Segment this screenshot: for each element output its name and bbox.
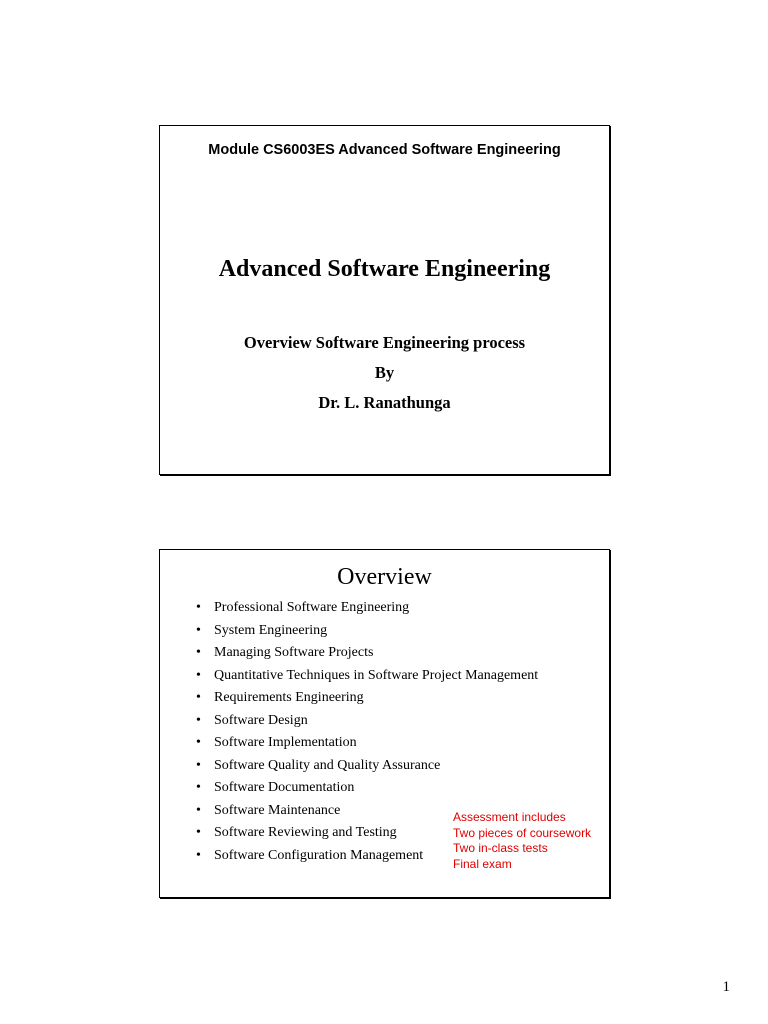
- list-item-text: Professional Software Engineering: [214, 600, 410, 615]
- list-item-text: Software Maintenance: [214, 802, 341, 818]
- bullet-icon: •: [196, 600, 201, 615]
- bullet-icon: •: [196, 847, 201, 863]
- title-slide: [159, 125, 610, 475]
- list-item-text: Quantitative Techniques in Software Project Management: [214, 667, 539, 683]
- bullet-icon: •: [196, 690, 201, 705]
- subtitle-line: Dr. L. Ranathunga: [318, 393, 451, 412]
- list-item: [196, 597, 538, 620]
- list-item: [196, 732, 538, 755]
- assessment-line: Two in-class tests: [453, 841, 548, 855]
- list-item: [196, 710, 538, 733]
- bullet-icon: •: [196, 735, 201, 750]
- list-item-text: Software Implementation: [214, 735, 357, 750]
- list-item-text: Software Configuration Management: [214, 847, 424, 863]
- list-item-text: Software Reviewing and Testing: [214, 825, 397, 840]
- list-item-text: Software Design: [214, 712, 308, 728]
- list-item-text: Requirements Engineering: [214, 690, 364, 705]
- bullet-icon: •: [196, 712, 201, 728]
- list-item-text: Software Documentation: [214, 780, 355, 795]
- bullet-icon: •: [196, 645, 201, 660]
- bullet-icon: •: [196, 780, 201, 795]
- list-item: [196, 642, 538, 665]
- assessment-line: Assessment includes: [453, 810, 566, 824]
- subtitle-line: By: [374, 363, 395, 382]
- list-item: [196, 755, 538, 778]
- list-item-text: Software Quality and Quality Assurance: [214, 757, 441, 773]
- assessment-line: Two pieces of coursework: [453, 825, 592, 840]
- module-heading: Module CS6003ES Advanced Software Engineering: [208, 142, 561, 158]
- subtitle-block: [160, 328, 609, 418]
- list-item: [196, 777, 538, 800]
- page-number: 1: [722, 979, 730, 995]
- list-item-text: System Engineering: [214, 622, 328, 638]
- list-item: [196, 687, 538, 710]
- slide-title: Advanced Software Engineering: [218, 256, 551, 282]
- list-item-text: Managing Software Projects: [214, 645, 374, 660]
- bullet-icon: •: [196, 622, 201, 638]
- overview-slide: [159, 549, 610, 898]
- assessment-line: Final exam: [453, 856, 512, 871]
- bullet-icon: •: [196, 757, 201, 773]
- assessment-note: [453, 810, 591, 872]
- bullet-icon: •: [196, 825, 201, 840]
- bullet-icon: •: [196, 667, 201, 683]
- list-item: [196, 665, 538, 688]
- slide-title: Overview: [337, 564, 432, 590]
- list-item: [196, 620, 538, 643]
- subtitle-line: Overview Software Engineering process: [243, 333, 526, 352]
- bullet-icon: •: [196, 802, 201, 818]
